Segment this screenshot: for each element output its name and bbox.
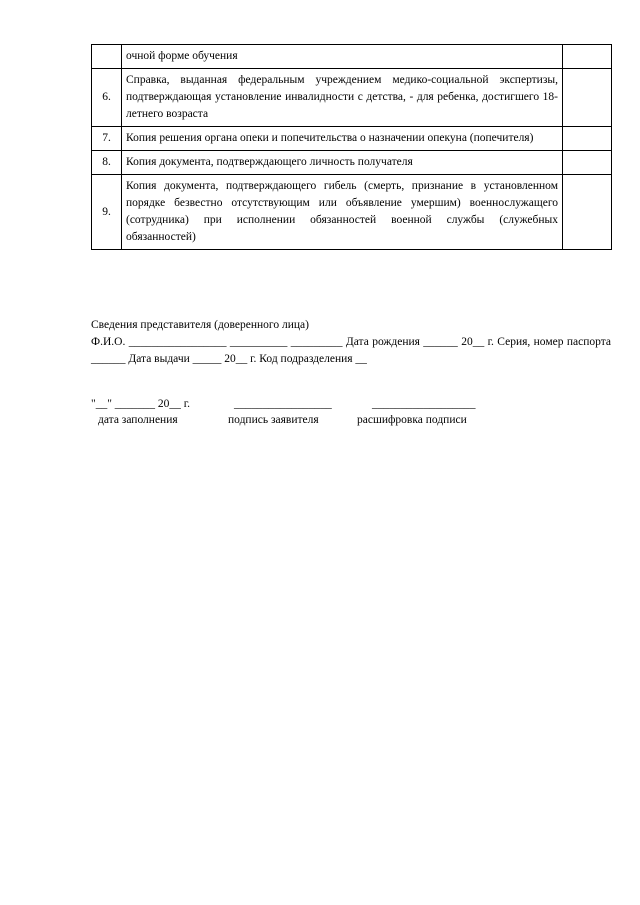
- signature-field: _________________: [234, 398, 332, 410]
- row-number: 7.: [92, 127, 122, 151]
- mark-cell: [563, 69, 612, 127]
- signature-label: подпись заявителя: [228, 414, 319, 426]
- table-row: [92, 69, 612, 127]
- document-description: очной форме обучения: [122, 45, 563, 69]
- table-row: [92, 151, 612, 175]
- document-description: Копия решения органа опеки и попечительства о назначении опекуна (попечителя): [122, 127, 563, 151]
- date-label: дата заполнения: [98, 414, 178, 426]
- document-description: Копия документа, подтверждающего гибель (смерть, признание в установленном порядке безвестно отсутствующим или объявление умершим) военнослужащего (сотрудника) при исполнении обязанностей военной службы (служебных обязанностей): [122, 175, 563, 250]
- date-field: "__" _______ 20__ г.: [91, 398, 191, 410]
- mark-cell: [563, 151, 612, 175]
- row-number: 8.: [92, 151, 122, 175]
- signature-fields-row: [91, 398, 611, 415]
- document-description: Копия документа, подтверждающего личность получателя: [122, 151, 563, 175]
- representative-title: Сведения представителя (доверенного лица): [91, 319, 309, 331]
- representative-details: Ф.И.О. _________________ __________ _________ Дата рождения ______ 20__ г. Серия, номер паспорта ______ Дата выдачи _____ 20__ г. Код подразделения __: [91, 336, 611, 365]
- row-number: [92, 45, 122, 69]
- signature-decode-field: __________________: [372, 398, 476, 410]
- signature-decode-label: расшифровка подписи: [357, 414, 467, 426]
- mark-cell: [563, 175, 612, 250]
- row-number: 9.: [92, 175, 122, 250]
- table-row: [92, 175, 612, 250]
- mark-cell: [563, 127, 612, 151]
- document-description: Справка, выданная федеральным учреждением медико-социальной экспертизы, подтверждающая установление инвалидности с детства, - для ребенка, достигшего 18-летнего возраста: [122, 69, 563, 127]
- documents-table: [91, 44, 612, 250]
- representative-section: [91, 317, 611, 368]
- row-number: 6.: [92, 69, 122, 127]
- table-row: [92, 127, 612, 151]
- mark-cell: [563, 45, 612, 69]
- table-row: [92, 45, 612, 69]
- signature-labels-row: [91, 414, 611, 431]
